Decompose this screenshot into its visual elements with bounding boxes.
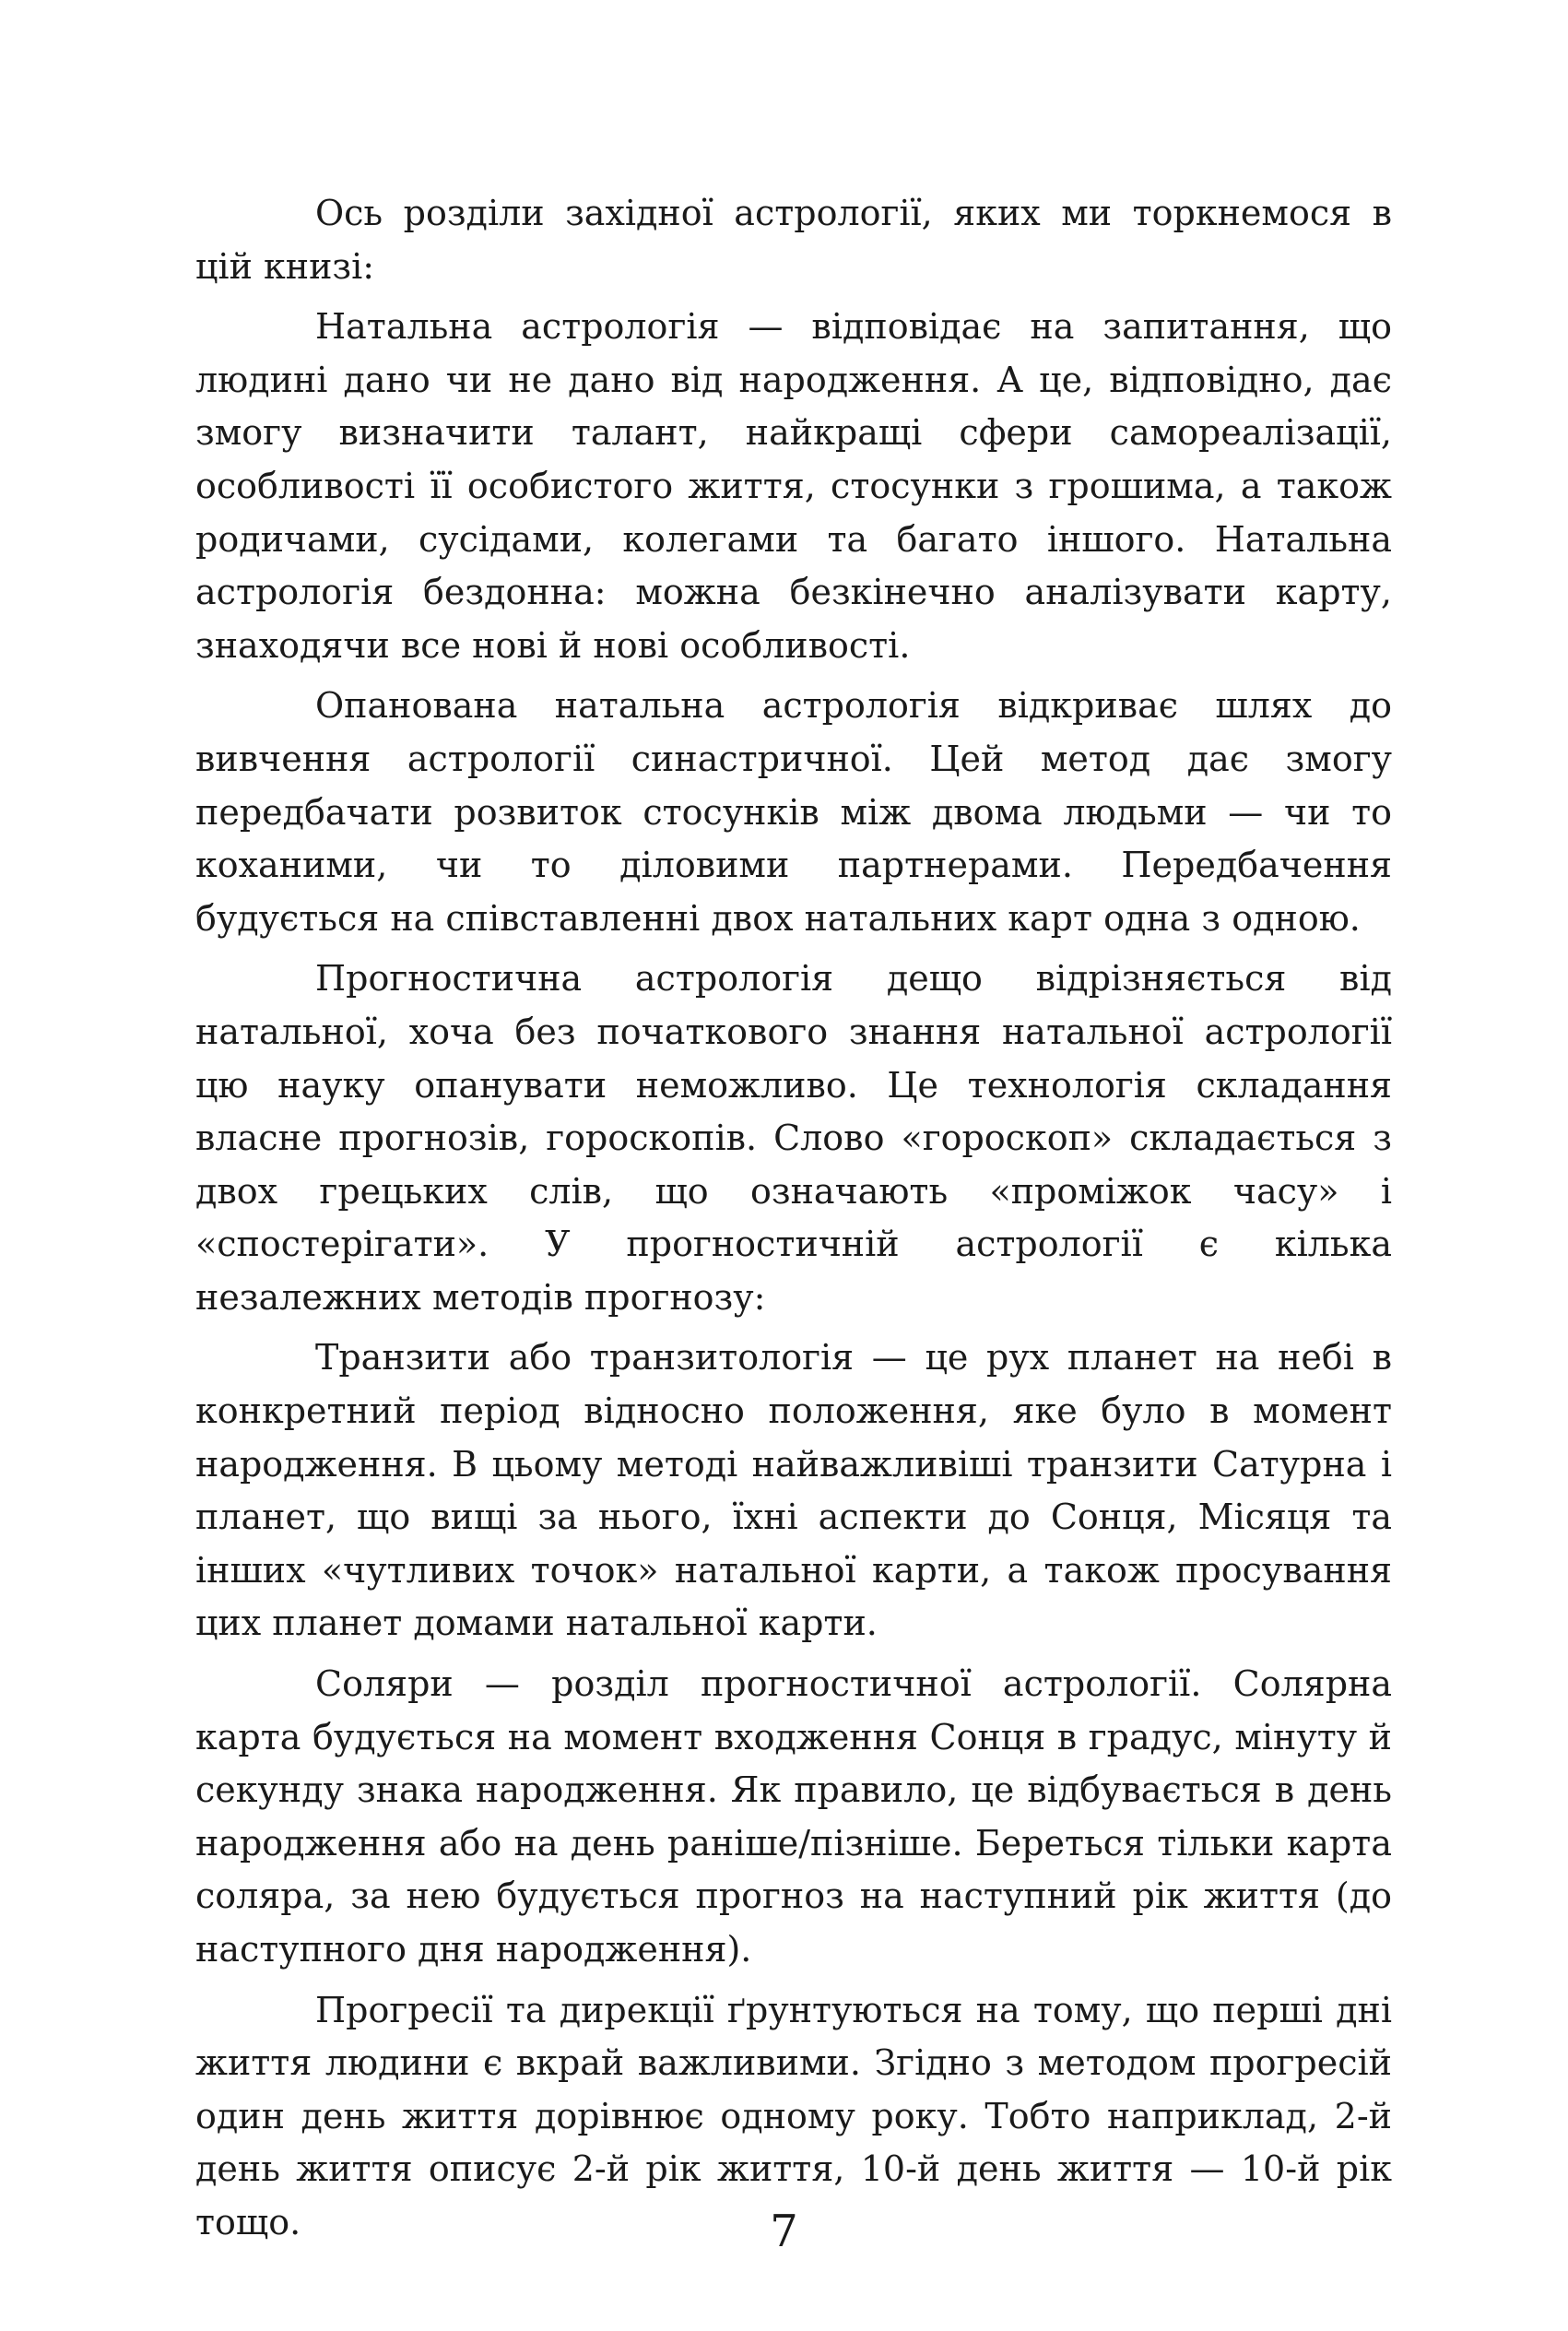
paragraph-transits: Транзити або транзитологія — це рух планет на небі в конкретний період відносно положення, яке було в момент народження. В цьому методі найважливіші транзити Сатурна і планет, що вищі за нього, їхні аспекти до Сонця, Місяця та інших «чутливих точок» натальної карти, а також просування цих планет домами натальної карти. [195, 1337, 1392, 1644]
paragraph-prognostic-astrology: Прогностична астрологія дещо відрізняється від натальної, хоча без початкового знання натальної астрології цю науку опанувати неможливо. Це технологія складання власне прогнозів, гороскопів. Слово «гороскоп» складається з двох грецьких слів, що означають «проміжок часу» і «спостерігати». У прогностичній астрології є кілька незалежних методів прогнозу: [195, 958, 1392, 1318]
page-number: 7 [770, 2206, 798, 2257]
paragraph-natal-astrology: Натальна астрологія — відповідає на запитання, що людині дано чи не дано від народження. А це, відповідно, дає змогу визначити талант, найкращі сфери самореалізації, особливості її особистого життя, стосунки з грошима, а також родичами, сусідами, колегами та багато іншого. Натальна астрологія бездонна: можна безкінечно аналізувати карту, знаходячи все нові й нові особливості. [195, 306, 1392, 666]
paragraph-solar-returns: Соляри — розділ прогностичної астрології. Солярна карта будується на момент входження Сонця в градус, мінуту й секунду знака народження. Як правило, це відбувається в день народження або на день раніше/пізніше. Береться тільки карта соляра, за нею будується прогноз на наступний рік життя (до наступного дня народження). [195, 1663, 1392, 1970]
paragraph-progressions: Прогресії та дирекції ґрунтуються на тому, що перші дні життя людини є вкрай важливими. Згідно з методом прогресій один день життя дорівнює одному року. Тобто наприклад, 2-й день життя описує 2-й рік життя, 10-й день життя — 10-й рік тощо. [195, 1989, 1392, 2242]
paragraph-synastry: Опанована натальна астрологія відкриває шлях до вивчення астрології синастричної. Цей метод дає змогу передбачати розвиток стосунків між двома людьми — чи то коханими, чи то діловими партнерами. Передбачення будується на співставленні двох натальних карт одна з одною. [195, 685, 1392, 939]
paragraph-intro: Ось розділи західної астрології, яких ми торкнемося в цій книзі: [195, 193, 1392, 287]
body-text [195, 187, 1392, 2250]
